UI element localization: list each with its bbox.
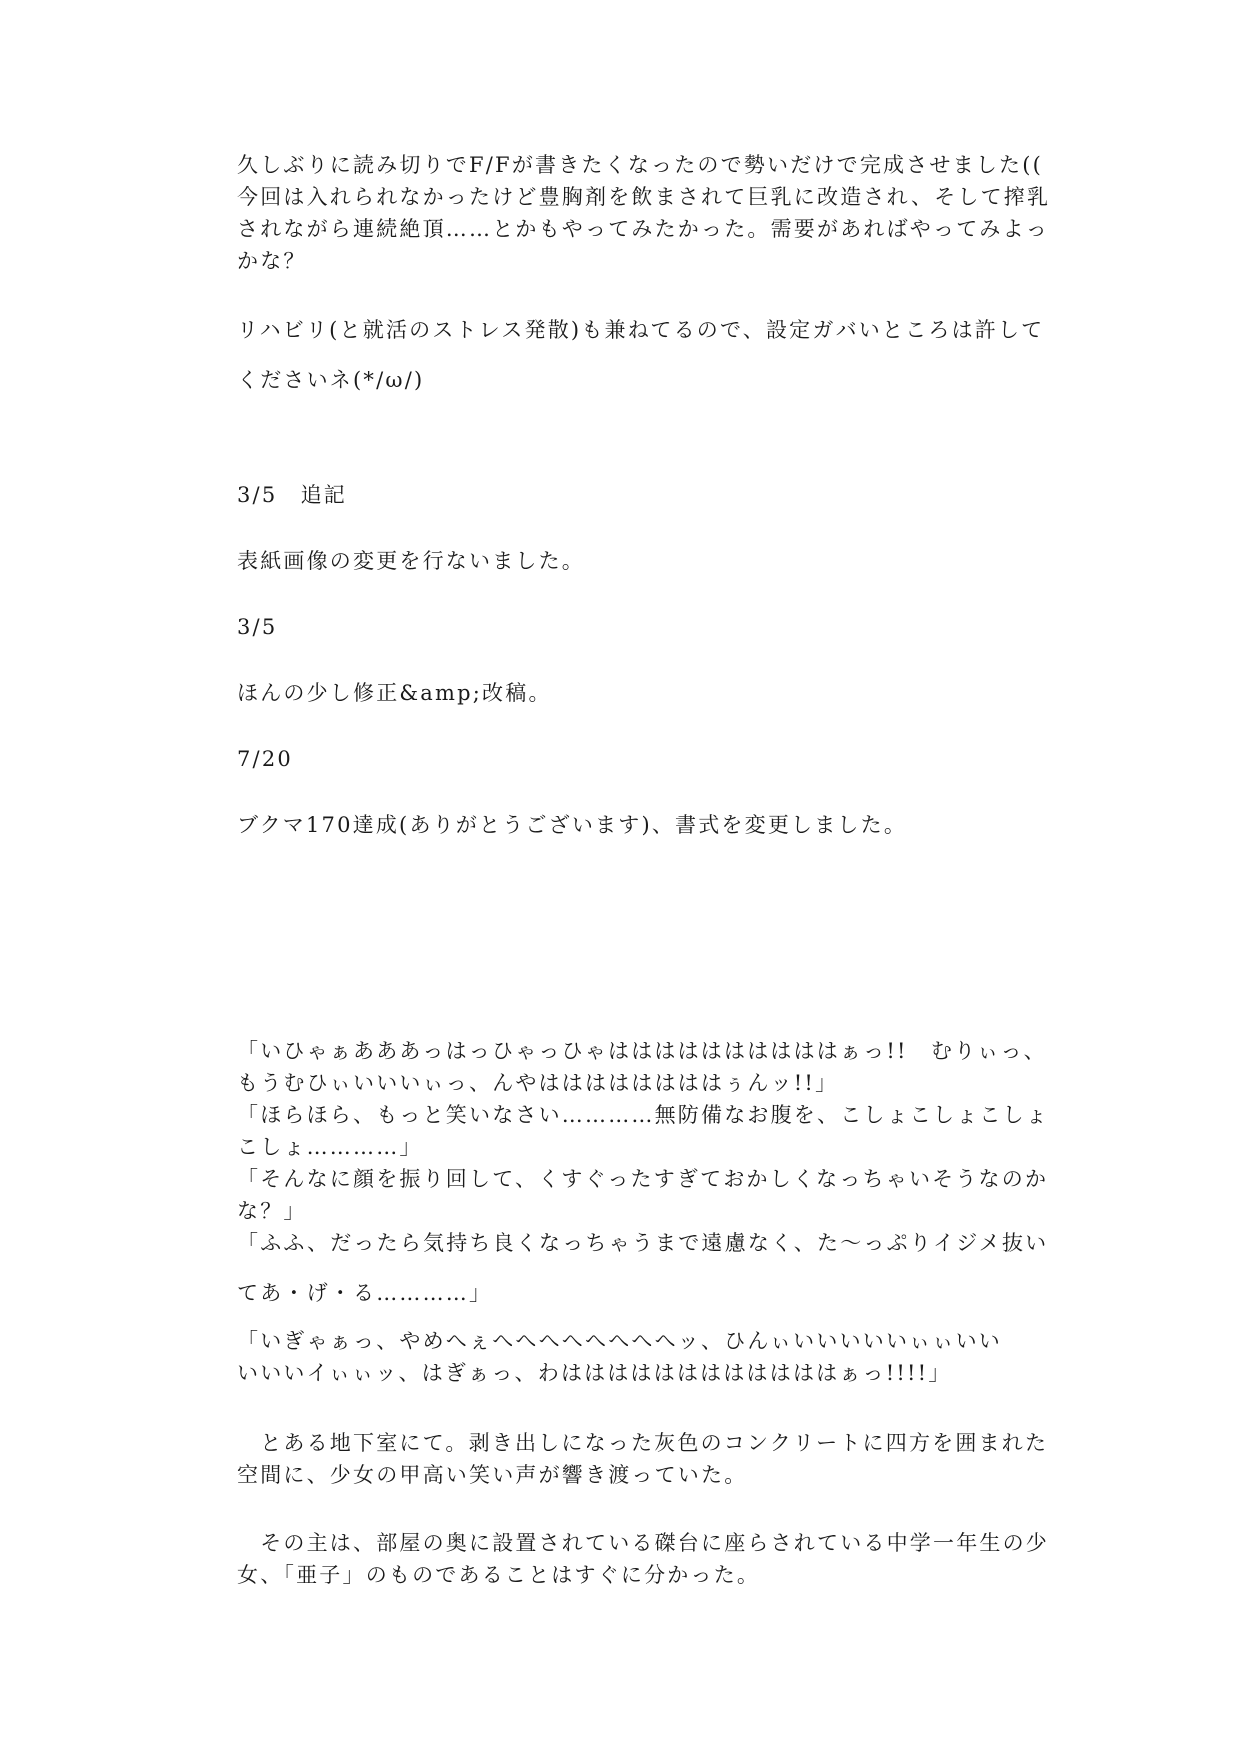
narration-line: その主は、部屋の奥に設置されている磔台に座らされている中学一年生の少 xyxy=(237,1531,1049,1555)
intro-line-3: されながら連続絶頂……とかもやってみたかった。需要があればやってみよっ xyxy=(237,217,1049,241)
dialogue-line: 「いひゃぁあああっはっひゃっひゃははははははははははぁっ!! むりぃっ、 xyxy=(237,1039,1047,1063)
changelog-text-2: ほんの少し修正&amp;改稿。 xyxy=(237,681,552,705)
dialogue-line: 「ふふ、だったら気持ち良くなっちゃうまで遠慮なく、た〜っぷりイジメ抜い xyxy=(237,1231,1049,1255)
changelog-date-3: 7/20 xyxy=(237,747,293,771)
changelog-date-1: 3/5 追記 xyxy=(237,483,347,507)
dialogue-line: もうむひぃいいいぃっ、んやははははははははぅんッ!!」 xyxy=(237,1071,839,1095)
dialogue-line: てあ・げ・る…………」 xyxy=(237,1281,493,1305)
intro-line-4: かな？ xyxy=(237,249,307,273)
dialogue-line: な？」 xyxy=(237,1199,307,1223)
changelog-text-1: 表紙画像の変更を行ないました。 xyxy=(237,549,585,573)
dialogue-line: こしょ…………」 xyxy=(237,1135,423,1159)
note-line-2: くださいネ(*/ω/) xyxy=(237,368,425,392)
dialogue-line: 「いぎゃぁっ、やめへぇへへへへへへへへッ、ひんぃいいいいいぃぃいい xyxy=(237,1329,1002,1353)
narration-line: 空間に、少女の甲高い笑い声が響き渡っていた。 xyxy=(237,1463,748,1487)
dialogue-line: 「ほらほら、もっと笑いなさい…………無防備なお腹を、こしょこしょこしょ xyxy=(237,1103,1049,1127)
changelog-date-2: 3/5 xyxy=(237,615,278,639)
intro-line-1: 久しぶりに読み切りでF/Fが書きたくなったので勢いだけで完成させました(( xyxy=(237,153,1043,177)
changelog-text-3: ブクマ170達成(ありがとうございます)、書式を変更しました。 xyxy=(237,813,908,837)
dialogue-line: いいいイぃぃッ、はぎぁっ、わははははははははははははぁっ!!!!」 xyxy=(237,1361,952,1385)
dialogue-line: 「そんなに顔を振り回して、くすぐったすぎておかしくなっちゃいそうなのか xyxy=(237,1167,1049,1191)
intro-line-2: 今回は入れられなかったけど豊胸剤を飲まされて巨乳に改造され、そして搾乳 xyxy=(237,185,1051,209)
narration-line: とある地下室にて。剥き出しになった灰色のコンクリートに四方を囲まれた xyxy=(237,1431,1049,1455)
note-line-1: リハビリ(と就活のストレス発散)も兼ねてるので、設定ガバいところは許して xyxy=(237,318,1045,342)
narration-line: 女、「亜子」のものであることはすぐに分かった。 xyxy=(237,1563,761,1587)
